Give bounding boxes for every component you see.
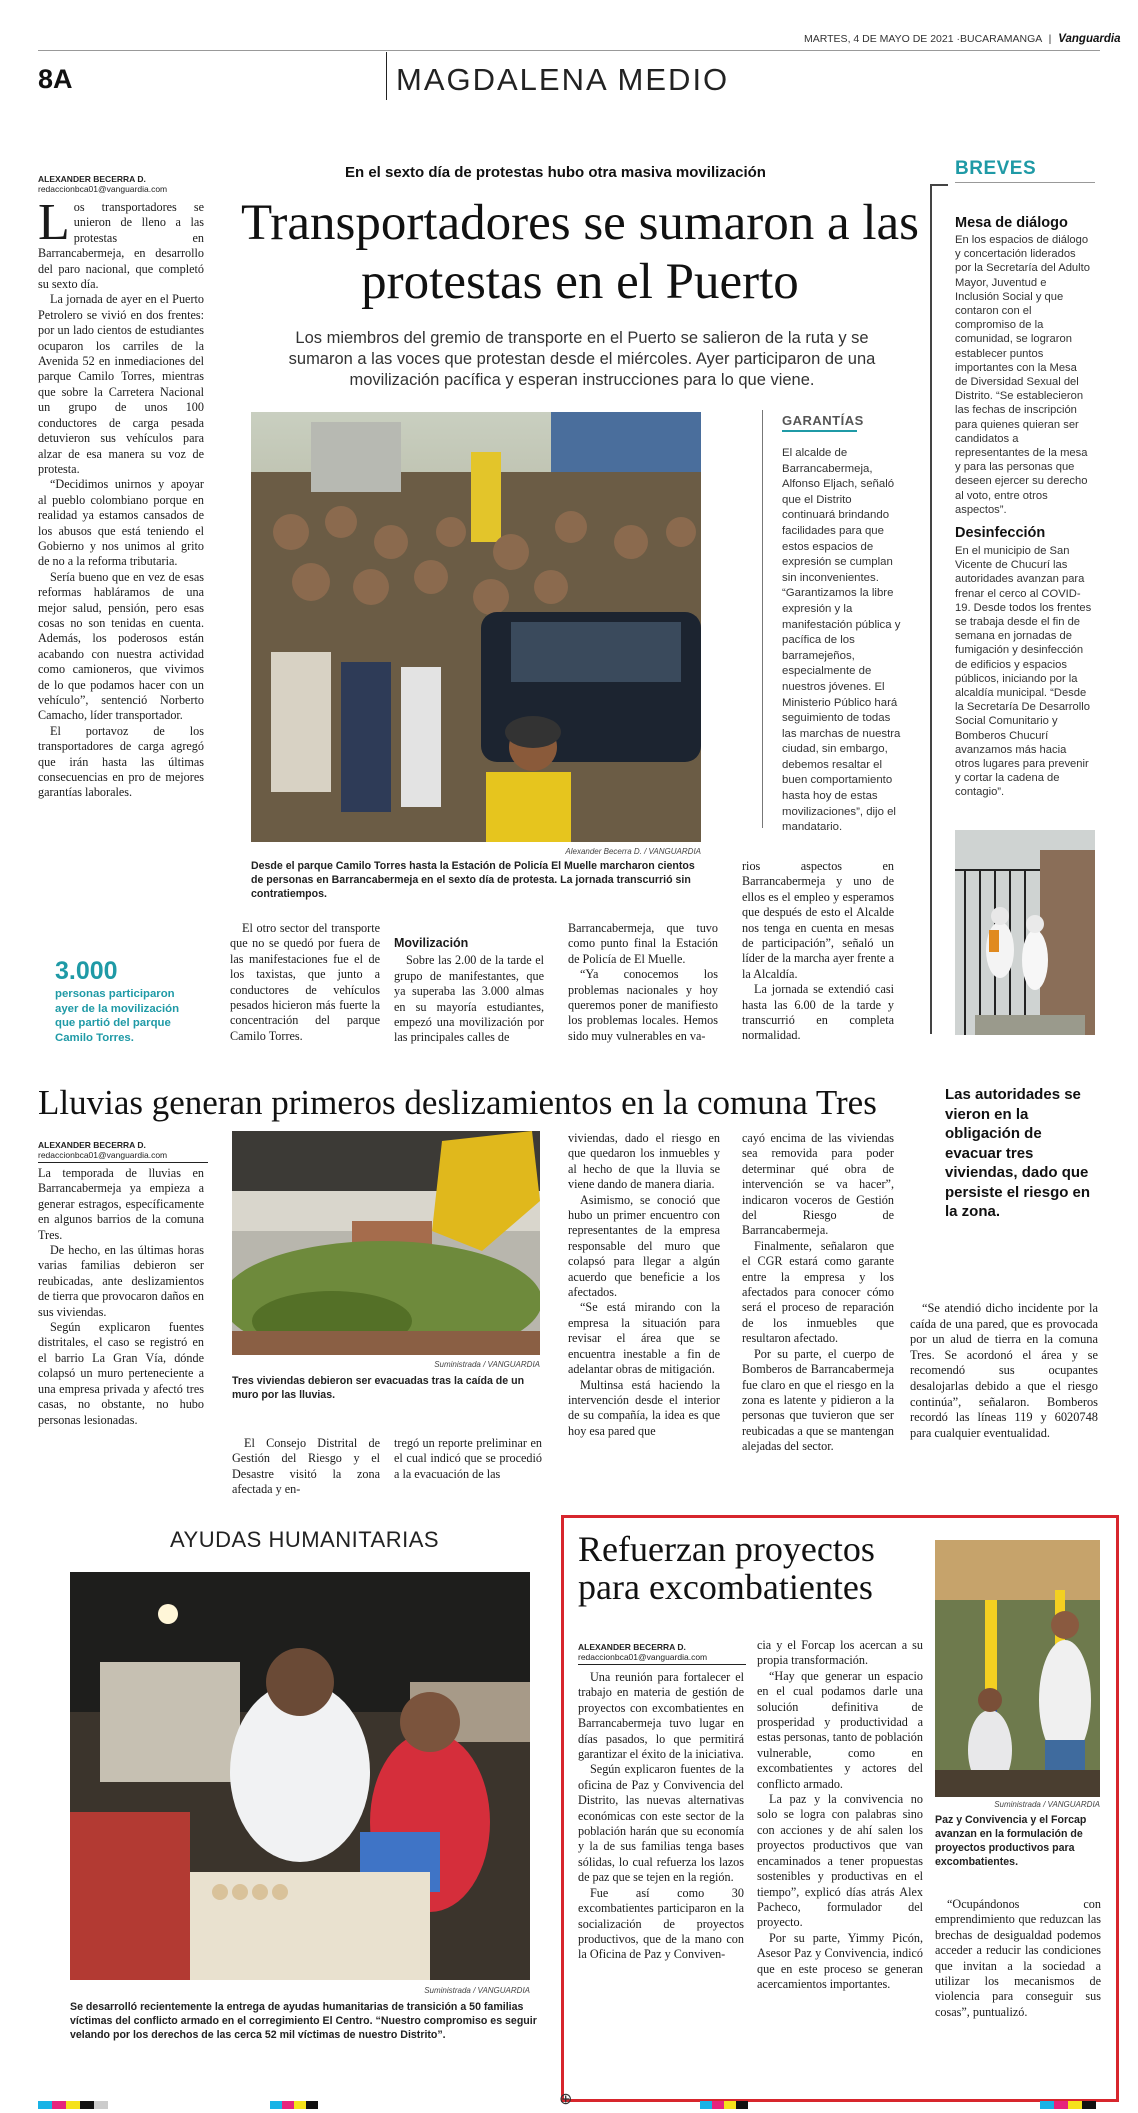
excombatientes-photo-caption: Paz y Convivencia y el Forcap avanzan en la formulación de proyectos productivos para excombatientes.: [935, 1814, 1087, 1868]
landslide-photo: [232, 1131, 540, 1355]
breves-title: BREVES: [955, 158, 1037, 179]
movilizacion-subhead: Movilización: [394, 936, 469, 950]
excombatientes-col-2: cia y el Forcap los acercan a su propia transformación. “Hay que generar un espacio en el cual podamos darle una solución definitiva de prosperidad y productividad a estas personas, tanto de población vulnerable, como en excombatientes y actores del conflicto armado. La paz y la convivencia no solo se logra con palabras sino con acciones y de ahí salen los proyectos productivos que van encaminados a tener propuestas sostenibles y productivas en el tiempo”, explicó días atrás Alex Pacheco, formulador del proyecto. Por su parte, Yimmy Picón, Asesor Paz y Convivencia, indicó que en este proceso se generan acercamientos importantes.: [757, 1638, 923, 1991]
excombatientes-photo-credit: Suministrada / VANGUARDIA: [994, 1800, 1100, 1809]
main-photo-credit: Alexander Becerra D. / VANGUARDIA: [565, 847, 701, 856]
protest-photo: [251, 412, 701, 842]
ayudas-photo-credit: Suministrada / VANGUARDIA: [424, 1986, 530, 1995]
header-divider: [386, 52, 387, 100]
breves-frame-top: [930, 184, 948, 186]
ayudas-caption: Se desarrolló recientemente la entrega de ayudas humanitarias de transición a 50 familias víctimas del conflicto armado en el corregimiento El Centro. “Nuestro compromiso es seguir velando por los derechos de las cerca 52 mil víctimas de nuestro Distrito”.: [70, 2001, 537, 2041]
color-bar-right: [1040, 2096, 1096, 2113]
lluvias-byline: ALEXANDER BECERRA D. redaccionbca01@vanguardia.com: [38, 1140, 168, 1160]
lluvias-col-5: cayó encima de las viviendas sea removida para poder determinar qué obra de intervención se va hacer”, indicaron voceros de Gestión del Riesgo de Barrancabermeja. Finalmente, señalaron que el CGR estará como garante entre la empresa y los afectados para conocer cómo será el proceso de reparación de los inmuebles que resultaron afectado. Por su parte, el cuerpo de Bomberos de Barrancabermeja fue claro en que el riesgo en la zona es latente y pidieron a la personas que tuvieron que ser reubicadas a que se mantengan alejadas del sector.: [742, 1131, 894, 1454]
main-byline: ALEXANDER BECERRA D. redaccionbca01@vanguardia.com: [38, 174, 168, 194]
page-number: 8A: [38, 64, 73, 94]
main-lede: Los miembros del gremio de transporte en el Puerto se salieron de la ruta y se sumaron a las voces que protestan desde el miércoles. Ayer participaron de una movilización pacífica y esperan instrucciones para lo que viene.: [288, 329, 876, 389]
lluvias-headline: Lluvias generan primeros deslizamientos en la comuna Tres: [38, 1083, 877, 1122]
disinfection-photo: [955, 830, 1095, 1035]
excombatientes-photo: [935, 1540, 1100, 1797]
excombatientes-byline-rule: [578, 1664, 746, 1665]
dropcap: L: [38, 194, 70, 251]
date-line: MARTES, 4 DE MAYO DE 2021 ·BUCARAMANGA | Vanguardia: [804, 33, 1121, 45]
garantias-vertical-rule: [762, 410, 763, 828]
excombatientes-byline: ALEXANDER BECERRA D. redaccionbca01@vanguardia.com: [578, 1642, 708, 1662]
main-col-5: rios aspectos en Barrancabermeja y uno de ellos es el empleo y esperamos que después de esto el Alcalde nos tenga en cuenta en mesas de participación”, señaló un líder de la marcha ayer frente a la Alcaldía. La jornada se extendió casi hasta las 6.00 de la tarde y transcurrió en completa normalidad.: [742, 859, 894, 1043]
breves-underline: [955, 182, 1095, 183]
lluvias-col-3: tregó un reporte preliminar en el cual indicó que se procedió a la evacuación de las: [394, 1436, 542, 1481]
garantias-text: El alcalde de Barrancabermeja, Alfonso Eljach, señaló que el Distrito continuará brindando facilidades para que estos espacios de expresión se cumplan sin inconvenientes. “Garantizamos la libre expresión y la manifestación pública y pacífica de los barramejeños, especialmente de nuestros jóvenes. El Ministerio Público hará seguimiento de todas las marchas de nuestra ciudad, sin embargo, debemos resaltar el buen comportamiento hasta hoy de estas movilizaciones”, dijo el mandatario.: [782, 447, 901, 834]
breve-title-desinfeccion: Desinfección: [955, 525, 1046, 541]
excombatientes-col-3: “Ocupándonos con emprendimiento que reduzcan las brechas de desigualdad podemos acceder a reducir las condiciones que invitan a la sociedad a utilizar los mecanismos de violencia para conseguir sus cosas”, puntualizó.: [935, 1897, 1101, 2019]
ayudas-title: AYUDAS HUMANITARIAS: [170, 1527, 440, 1552]
main-col-1: Los transportadores se unieron de lleno a las protestas en Barrancabermeja, en desarrollo del paro nacional, que completó su sexto día. La jornada de ayer en el Puerto Petrolero se vivió en dos frentes: por un lado cientos de estudiantes ocuparon los carriles de la Avenida 52 en inmediaciones del parque Camilo Torres, mientras que sobre la Carretera Nacional un grupo de unos 100 conductores de carga pesada detuvieron sus vehículos para alzar de esa manera su voz de protesta. “Decidimos unirnos y apoyar al pueblo colombiano porque en realidad ya estamos cansados de los abusos que está teniendo el Gobierno y nos unimos al grito de no a la reforma tributaria. Sería bueno que en vez de esas reformas habláramos de una mejor salud, pensión, pero esas cosas no son tenidas en cuenta. Además, los poderosos están acabando con nuestra actividad como camioneros, que vivimos de lo que podamos hacer con un vehículo”, sentenció Norberto Camacho, líder transportador. El portavoz de los transportadores de carga agregó que irán hasta las últimas consecuencias en pro de mejores garantías laborales.: [38, 194, 204, 800]
garantias-title: GARANTÍAS: [782, 413, 864, 428]
main-kicker: En el sexto día de protestas hubo otra masiva movilización: [345, 164, 766, 181]
main-photo-caption: Desde el parque Camilo Torres hasta la Estación de Policía El Muelle marcharon cientos de personas en Barrancabermeja en el sexto día de protesta. La jornada transcurrió sin contratiempos.: [251, 860, 695, 900]
header-top-rule: [38, 50, 1100, 51]
excombatientes-col-1: Una reunión para fortalecer el trabajo en materia de gestión de proyectos con excombatientes en Barrancabermeja tuvo lugar en días pasados, lo que permitirá garantizar el éxito de la iniciativa. Según explicaron fuentes de la oficina de Paz y Convivencia del Distrito, las nuevas alternativas económicas con este sector de la población harán que su economía y la de sus familias tenga bases sólidas, lo cual refuerza los lazos de paz que se tejen en la región. Fue así como 30 excombatientes participaron en la socialización de proyectos productivos, que de la mano con la Oficina de Paz y Conviven-: [578, 1670, 744, 1962]
stat-text: personas participaron ayer de la movilización que partió del parque Camilo Torres.: [55, 988, 180, 1044]
lluvias-byline-rule: [38, 1162, 208, 1163]
main-col-2: El otro sector del transporte que no se quedó por fuera de las manifestaciones fue el de los taxistas, que junto a conductores de vehículos pesados hicieron más fuerte la concentración del parque Camilo Torres.: [230, 921, 380, 1043]
lluvias-photo-caption: Tres viviendas debieron ser evacuadas tras la caída de un muro por las lluvias.: [232, 1375, 525, 1401]
excombatientes-headline: Refuerzan proyectos para excombatientes: [578, 1529, 875, 1607]
section-title: MAGDALENA MEDIO: [396, 62, 730, 97]
registration-mark-icon: ⊕: [559, 2091, 573, 2108]
lluvias-pullout: Las autoridades se vieron en la obligación de evacuar tres viviendas, dado que persiste el riesgo en la zona.: [945, 1086, 1091, 1220]
color-bar-left: [38, 2096, 108, 2113]
breve-text-mesa: En los espacios de diálogo y concertación liderados por la Secretaría del Adulto Mayor, Juventud e Inclusión Social y que contaron con el compromiso de la comunidad, se lograron establecer puntos importantes con la Mesa de Diversidad Sexual del Distrito. “Se establecieron las fechas de inscripción para quienes quieran ser candidatos a representantes de la mesa y para las personas que deseen ejercer su derecho al voto, entre otros aspectos”.: [955, 234, 1090, 516]
lluvias-col-4: viviendas, dado el riesgo en que quedaron los inmuebles y al hecho de que la lluvia se viene dando de manera diaria. Asimismo, se conoció que hubo un primer encuentro con representantes de la empresa responsable del muro que colapsó para llegar a algún acuerdo que beneficie a los afectados. “Se está mirando con la empresa la situación para revisar el área que se encuentra inestable a fin de adelantar obras de mitigación. Multinsa está haciendo la intervención desde el interior de su compañía, la idea es que hoy esa pared que: [568, 1131, 720, 1438]
color-bar-mid-left: [270, 2096, 318, 2113]
ayudas-photo: [70, 1572, 530, 1980]
breve-text-desinfeccion: En el municipio de San Vicente de Chucurí las autoridades avanzan para frenar el cerco al COVID-19. Desde todos los frentes se trabaja desde el fin de semana en jornadas de fumigación y desinfección de edificios y espacios públicos, iniciando por la alcaldía municipal. “Desde la Secretaría De Desarrollo Social Comunitario y Bomberos Chucurí avanzamos más hacia otros lugares para prevenir y cortar la cadena de contagio”.: [955, 545, 1092, 799]
lluvias-col-6: “Se atendió dicho incidente por la caída de una pared, que es provocada por un alud de tierra en la comuna Tres. Se acordonó el área y se recomendó sus ocupantes desalojarlas debido a que el riesgo continúa”, señalaron. Bomberos recordó las líneas 119 y 6020748 para cualquier eventualidad.: [910, 1301, 1098, 1440]
lluvias-col-1: La temporada de lluvias en Barrancabermeja ya empieza a generar estragos, específicamente en algunos barrios de la comuna Tres. De hecho, en las últimas horas varias familias debieron ser reubicadas, ante deslizamientos de tierra que provocaron daños en sus viviendas. Según explicaron fuentes distritales, el caso se registró en el barrio La Gran Vía, dónde colapsó un muro perteneciente a una empresa privada y afectó tres casas, no obstante, no hubo personas lesionadas.: [38, 1166, 204, 1427]
main-col-3: Movilización Sobre las 2.00 de la tarde el grupo de manifestantes, que ya superaba las 3.000 almas en su mayoría estudiantes, empezó una movilización por las principales calles de: [394, 936, 544, 1045]
lluvias-col-2: El Consejo Distrital de Gestión del Riesgo y el Desastre visitó la zona afectada y en-: [232, 1436, 380, 1497]
breves-frame-left: [930, 184, 932, 1034]
color-bar-mid-right: [700, 2096, 748, 2113]
main-col-4: Barrancabermeja, que tuvo como punto final la Estación de Policía de El Muelle. “Ya conocemos los problemas nacionales y hoy queremos poner de manifiesto los problemas locales. Hemos sido muy vulnerables en va-: [568, 921, 718, 1043]
breve-title-mesa: Mesa de diálogo: [955, 215, 1068, 231]
lluvias-photo-credit: Suministrada / VANGUARDIA: [434, 1360, 540, 1369]
garantias-underline: [782, 430, 857, 432]
stat-number: 3.000: [55, 957, 118, 985]
brand-name: Vanguardia: [1058, 33, 1121, 45]
main-headline: Transportadores se sumaron a las protestas en el Puerto: [241, 195, 919, 310]
